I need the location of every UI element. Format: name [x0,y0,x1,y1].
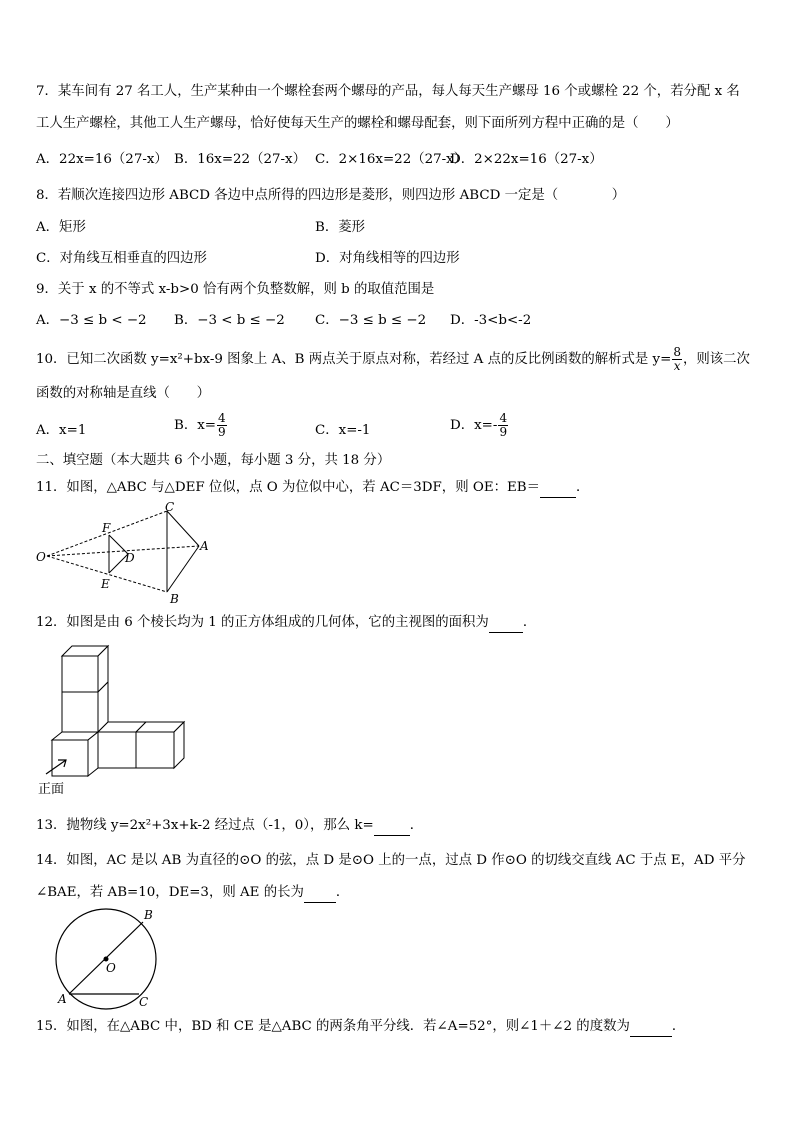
q10-option-b-num: 4 [218,411,226,425]
q8-option-c: C．对角线互相垂直的四边形 [36,251,207,266]
q9-option-c: C．−3 ≤ b ≤ −2 [315,313,427,328]
q10-option-d-fraction [498,412,508,439]
q10-line1 [36,346,750,373]
q14-answer-blank [304,884,336,903]
q8-option-b: B．菱形 [315,220,366,235]
q14-prompt: ∠BAE，若 AB=10，DE=3，则 AE 的长为 [36,885,304,900]
q11-text [36,479,589,498]
q8-option-a: A．矩形 [36,220,86,235]
q12-end: ． [522,615,537,630]
q13-text [36,817,423,836]
q10-option-d-num: 4 [499,411,508,425]
q10-option-b-den: 9 [218,425,226,439]
q11-label-f: F [102,521,111,535]
q12-text [36,614,536,633]
q11-figure [34,500,214,608]
q14-label-b: B [144,908,153,922]
q11-label-o: O [36,550,46,564]
q12-figure [36,640,188,802]
q14-label-o: O [106,961,116,975]
q7-option-c: C．2×16x=22（27-x） [315,152,468,167]
q14-label-c: C [139,995,149,1009]
q7-option-a: A．22x=16（27-x） [36,152,168,167]
section-2-heading: 二、填空题（本大题共 6 个小题，每小题 3 分，共 18 分） [36,453,391,468]
q8-text: 8．若顺次连接四边形 ABCD 各边中点所得的四边形是菱形，则四边形 ABCD 一定是（ ） [36,188,626,203]
q15-answer-blank [630,1018,672,1037]
q7-option-d: D．2×22x=16（27-x） [450,152,603,167]
q14-figure [50,906,162,1012]
q11-label-a: A [200,539,209,553]
q10-fraction [672,346,682,373]
q7-line1: 7．某车间有 27 名工人，生产某种由一个螺栓套两个螺母的产品，每人每天生产螺母 16 个或螺栓 22 个，若分配 x 名 [36,84,740,99]
q11-label-b: B [170,592,179,606]
q10-option-b-label: B．x= [174,418,217,433]
q10-option-a: A．x=1 [36,423,87,438]
q13-prompt: 13．抛物线 y=2x²+3x+k-2 经过点（-1，0），那么 k= [36,818,374,833]
q9-option-a: A．−3 ≤ b < −2 [36,313,147,328]
q10-line1-start: 10．已知二次函数 y=x²+bx-9 图象上 A、B 两点关于原点对称，若经过 A 点的反比例函数的解析式是 y= [36,352,672,367]
q11-answer-blank [540,479,576,498]
q8-option-d: D．对角线相等的四边形 [315,251,460,266]
q14-end: ． [335,885,350,900]
q10-option-d-den: 9 [499,425,508,439]
q10-option-b [174,412,228,439]
q14-line1: 14．如图，AC 是以 AB 为直径的⊙O 的弦，点 D 是⊙O 上的一点，过点 D 作⊙O 的切线交直线 AC 于点 E，AD 平分 [36,853,746,868]
q7-option-b: B．16x=22（27-x） [174,152,306,167]
q11-prompt: 11．如图，△ABC 与△DEF 位似，点 O 为位似中心，若 AC＝3DF，则 OE：EB＝ [36,480,540,495]
q14-line2 [36,884,349,903]
q11-label-e: E [101,577,110,591]
q15-end: ． [671,1019,686,1034]
q12-prompt: 12．如图是由 6 个棱长均为 1 的正方体组成的几何体，它的主视图的面积为 [36,615,489,630]
q9-option-d: D．-3<b<-2 [450,313,532,328]
q10-fraction-den: x [673,359,681,373]
q11-label-d: D [125,551,135,565]
q13-end: ． [409,818,424,833]
q9-text: 9．关于 x 的不等式 x-b>0 恰有两个负整数解，则 b 的取值范围是 [36,282,435,297]
q9-option-b: B．−3 < b ≤ −2 [174,313,285,328]
q10-option-d-label: D．x=- [450,418,498,433]
q14-label-a: A [58,992,67,1006]
q10-line1-end: ，则该二次 [682,352,750,367]
q11-label-c: C [165,500,175,514]
q11-end: ． [576,480,590,495]
q15-text [36,1018,685,1037]
q12-front-label: 正面 [38,782,65,797]
q10-option-c: C．x=-1 [315,423,371,438]
q12-answer-blank [489,614,523,633]
q10-line2: 函数的对称轴是直线（ ） [36,386,211,401]
q13-answer-blank [374,817,410,836]
q10-option-d [450,412,509,439]
q10-option-b-fraction [217,412,227,439]
q7-line2: 工人生产螺栓，其他工人生产螺母，恰好使每天生产的螺栓和螺母配套，则下面所列方程中正确的是（ ） [36,116,679,131]
q10-fraction-num: 8 [673,345,681,359]
q15-prompt: 15．如图，在△ABC 中，BD 和 CE 是△ABC 的两条角平分线．若∠A=52°，则∠1＋∠2 的度数为 [36,1019,630,1034]
